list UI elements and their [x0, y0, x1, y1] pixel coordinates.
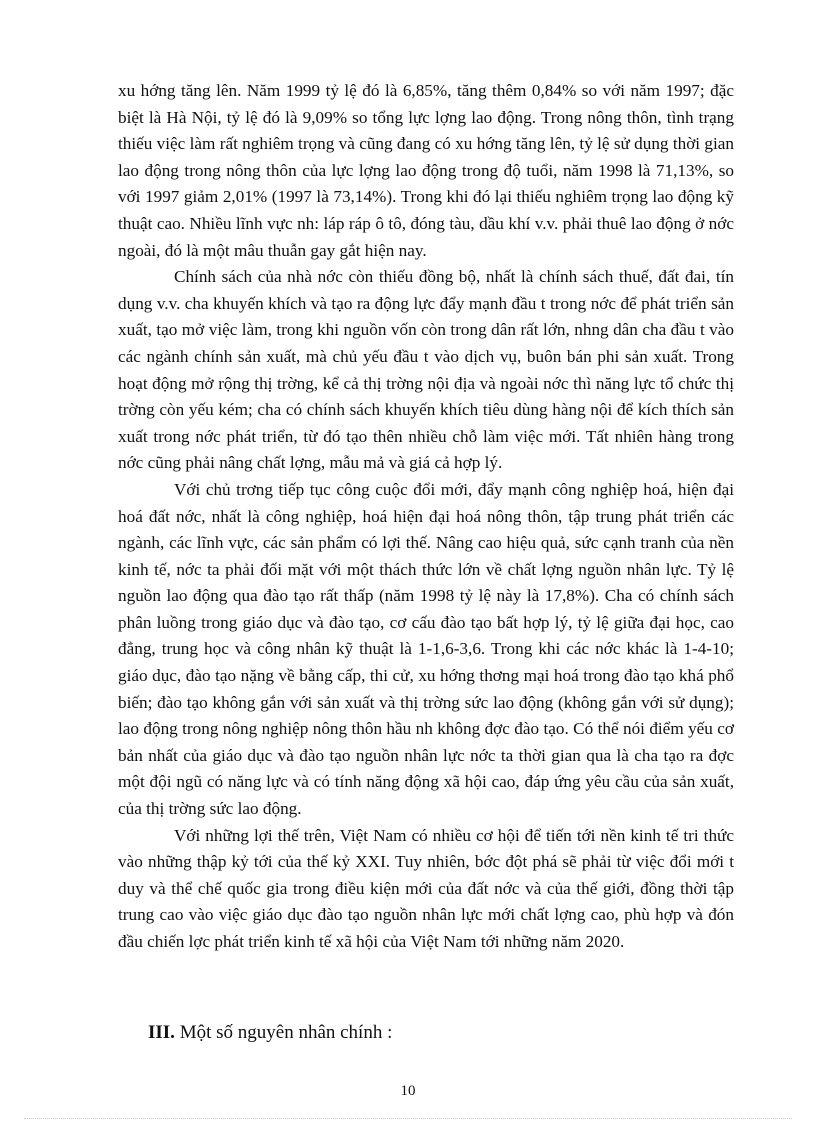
page-bottom-divider — [24, 1118, 792, 1119]
paragraph-2: Chính sách của nhà nớc còn thiếu đồng bộ, nhất là chính sách thuế, đất đai, tín dụng v.v. cha khuyến khích và tạo ra động lực đẩy mạnh đầu t trong nớc để phát triển sản xuất, tạo mở việc làm, trong khi nguồn vốn còn trong dân rất lớn, nhng dân cha đầu t vào các ngành chính sản xuất, mà chủ yếu đầu t vào dịch vụ, buôn bán phi sản xuất. Trong hoạt động mở rộng thị trờng, kể cả thị trờng nội địa và ngoài nớc thì năng lực tổ chức thị trờng còn yếu kém; cha có chính sách khuyến khích tiêu dùng hàng nội để kích thích sản xuất trong nớc phát triển, từ đó tạo thên nhiều chỗ làm việc mới. Tất nhiên hàng trong nớc cũng phải nâng chất lợng, mẫu mả và giá cả hợp lý. — [118, 267, 734, 473]
paragraph-3: Với chủ trơng tiếp tục công cuộc đổi mới, đẩy mạnh công nghiệp hoá, hiện đại hoá đất nớc, nhất là công nghiệp, hoá hiện đại hoá nông thôn, tập trung phát triển các ngành, các lĩnh vực, các sản phẩm có lợi thế. Nâng cao hiệu quả, sức cạnh tranh của nền kinh tế, nớc ta phải đối mặt với một thách thức lớn về chất lợng nguồn nhân lực. Tỷ lệ nguồn lao động qua đào tạo rất thấp (năm 1998 tỷ lệ này là 17,8%). Cha có chính sách phân luồng trong giáo dục và đào tạo, cơ cấu đào tạo bất hợp lý, tỷ lệ giữa đại học, cao đẳng, trung học và công nhân kỹ thuật là 1-1,6-3,6. Trong khi các nớc khác là 1-4-10; giáo dục, đào tạo nặng về bằng cấp, thi cử, xu hớng thơng mại hoá trong đào tạo khá phổ biến; đào tạo không gắn với sản xuất và thị trờng sức lao động (không gắn với sử dụng); lao động trong nông nghiệp nông thôn hầu nh không đợc đào tạo. Có thể nói điểm yếu cơ bản nhất của giáo dục và đào tạo nguồn nhân lực nớc ta thời gian qua là cha tạo ra đợc một đội ngũ có năng lực và có tính năng động xã hội cao, đáp ứng yêu cầu của sản xuất, của thị trờng sức lao động. — [118, 479, 734, 819]
section-heading — [148, 1022, 392, 1044]
section-title: Một số nguyên nhân chính : — [179, 1022, 393, 1043]
section-numeral: III. — [148, 1022, 175, 1043]
paragraph-1: xu hớng tăng lên. Năm 1999 tỷ lệ đó là 6,85%, tăng thêm 0,84% so với năm 1997; đặc biệt là Hà Nội, tỷ lệ đó là 9,09% so tổng lực lợng lao động. Trong nông thôn, tình trạng thiếu việc làm rất nghiêm trọng và cũng đang có xu hớng tăng lên, tỷ lệ sử dụng thời gian lao động trong nông thôn của lực lợng lao động trong độ tuổi, năm 1998 là 71,13%, so với 1997 giảm 2,01% (1997 là 73,14%). Trong khi đó lại thiếu nghiêm trọng lao động kỹ thuật cao. Nhiều lĩnh vực nh: láp ráp ô tô, đóng tàu, dầu khí v.v. phải thuê lao động ở nớc ngoài, đó là một mâu thuẫn gay gắt hiện nay. — [118, 81, 734, 260]
paragraph-4: Với những lợi thế trên, Việt Nam có nhiều cơ hội để tiến tới nền kinh tế tri thức vào những thập kỷ tới của thế kỷ XXI. Tuy nhiên, bớc đột phá sẽ phải từ việc đổi mới t duy và thể chế quốc gia trong điều kiện mới của đất nớc và của thế giới, đồng thời tập trung cao vào việc giáo dục đào tạo nguồn nhân lực mới chất lợng cao, phù hợp và đón đầu chiến lợc phát triển kinh tế xã hội của Việt Nam tới những năm 2020. — [118, 825, 734, 951]
body-text — [118, 78, 734, 956]
page-number: 10 — [400, 1083, 416, 1099]
